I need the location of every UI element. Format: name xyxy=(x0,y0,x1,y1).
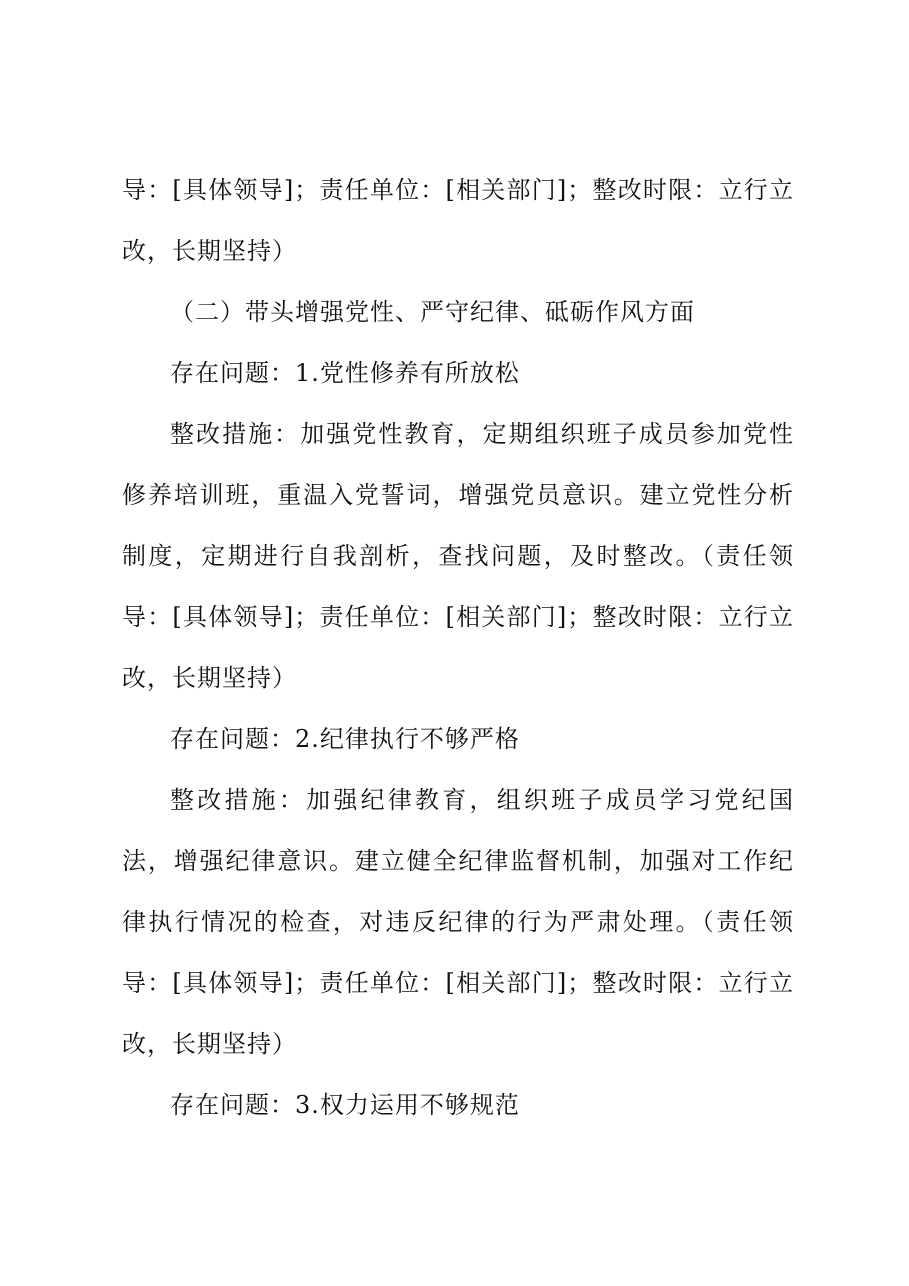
problem-2: 存在问题：2.纪律执行不够严格 xyxy=(170,725,520,753)
problem-3: 存在问题：3.权力运用不够规范 xyxy=(170,1091,520,1119)
continued-paragraph: 导：[具体领导]；责任单位：[相关部门]；整改时限：立行立改，长期坚持） xyxy=(122,176,794,265)
section-heading: （二）带头增强党性、严守纪律、砥砺作风方面 xyxy=(170,298,695,326)
problem-1: 存在问题：1.党性修养有所放松 xyxy=(170,359,520,387)
document-body xyxy=(122,160,794,1136)
measure-1: 整改措施：加强党性教育，定期组织班子成员参加党性修养培训班，重温入党誓词，增强党员意识。建立党性分析制度，定期进行自我剖析，查找问题，及时整改。（责任领导：[具体领导]；责任单位：[相关部门]；整改时限：立行立改，长期坚持） xyxy=(122,420,794,692)
measure-2: 整改措施：加强纪律教育，组织班子成员学习党纪国法，增强纪律意识。建立健全纪律监督机制，加强对工作纪律执行情况的检查，对违反纪律的行为严肃处理。（责任领导：[具体领导]；责任单位：[相关部门]；整改时限：立行立改，长期坚持） xyxy=(122,786,794,1058)
